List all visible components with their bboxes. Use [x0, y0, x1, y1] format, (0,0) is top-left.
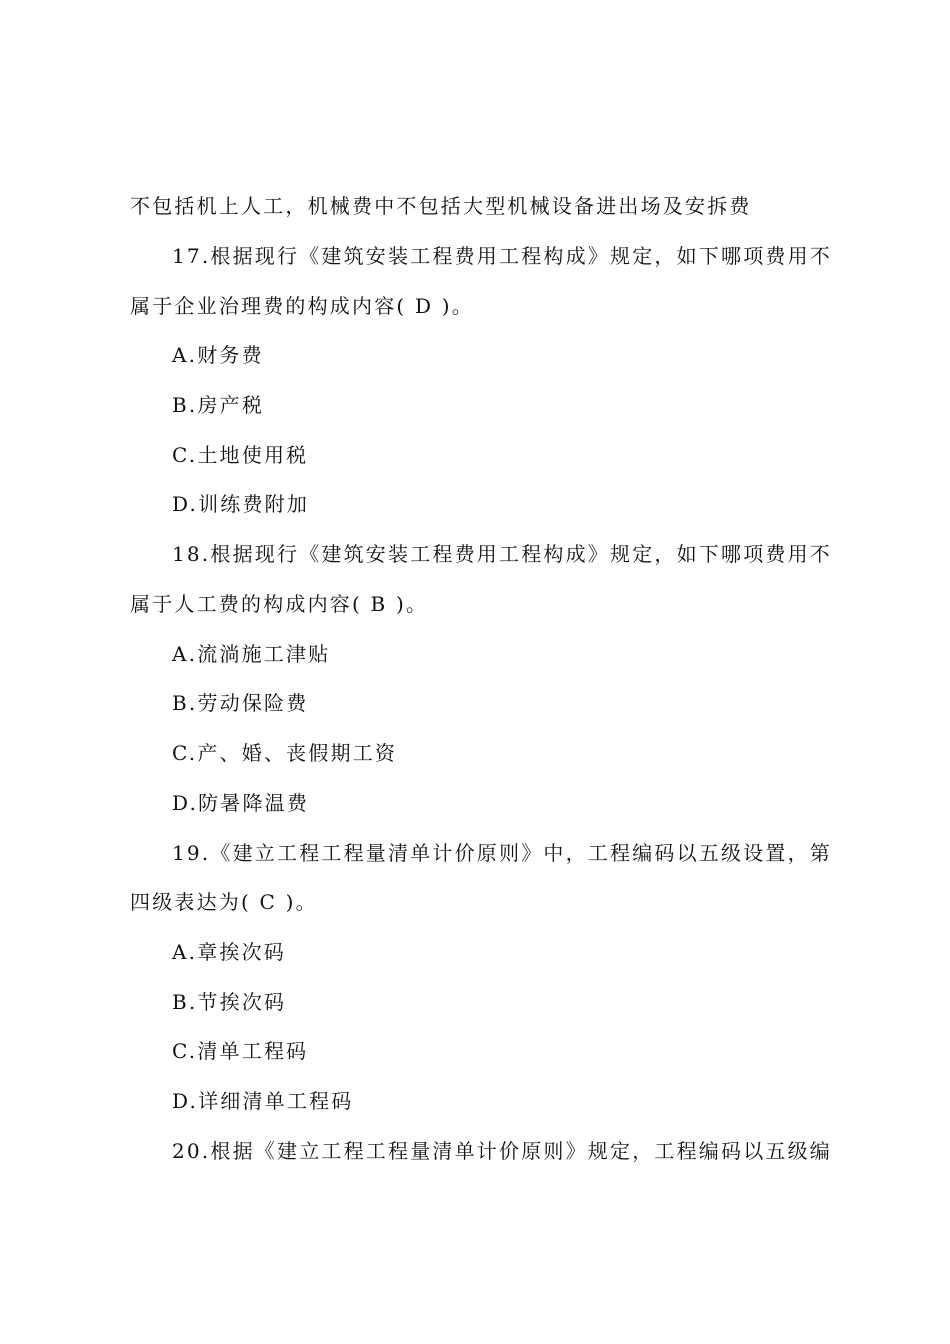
- option-b: B.房产税: [172, 393, 265, 417]
- question-text-cont: 属于企业治理费的构成内容( D )。: [130, 294, 474, 318]
- option-c: C.清单工程码: [172, 1039, 309, 1063]
- question-text-cont: 属于人工费的构成内容( B )。: [130, 592, 429, 616]
- option-d: D.详细清单工程码: [172, 1089, 354, 1113]
- option-a: A.流淌施工津贴: [172, 642, 331, 666]
- option-a: A.章挨次码: [172, 940, 287, 964]
- option-c: C.土地使用税: [172, 443, 309, 467]
- option-c: C.产、婚、丧假期工资: [172, 741, 398, 765]
- question-text: 19.《建立工程工程量清单计价原则》中，工程编码以五级设置，第: [172, 841, 833, 865]
- option-b: B.节挨次码: [172, 990, 287, 1014]
- question-text: 18.根据现行《建筑安装工程费用工程构成》规定，如下哪项费用不: [172, 542, 833, 566]
- question-text: 17.根据现行《建筑安装工程费用工程构成》规定，如下哪项费用不: [172, 244, 833, 268]
- option-a: A.财务费: [172, 343, 264, 367]
- question-text: 20.根据《建立工程工程量清单计价原则》规定，工程编码以五级编: [172, 1139, 833, 1163]
- option-b: B.劳动保险费: [172, 691, 309, 715]
- continuation-text: 不包括机上人工，机械费中不包括大型机械设备进出场及安拆费: [130, 194, 752, 218]
- option-d: D.防暑降温费: [172, 791, 310, 815]
- option-d: D.训练费附加: [172, 492, 310, 516]
- question-text-cont: 四级表达为( C )。: [130, 890, 318, 914]
